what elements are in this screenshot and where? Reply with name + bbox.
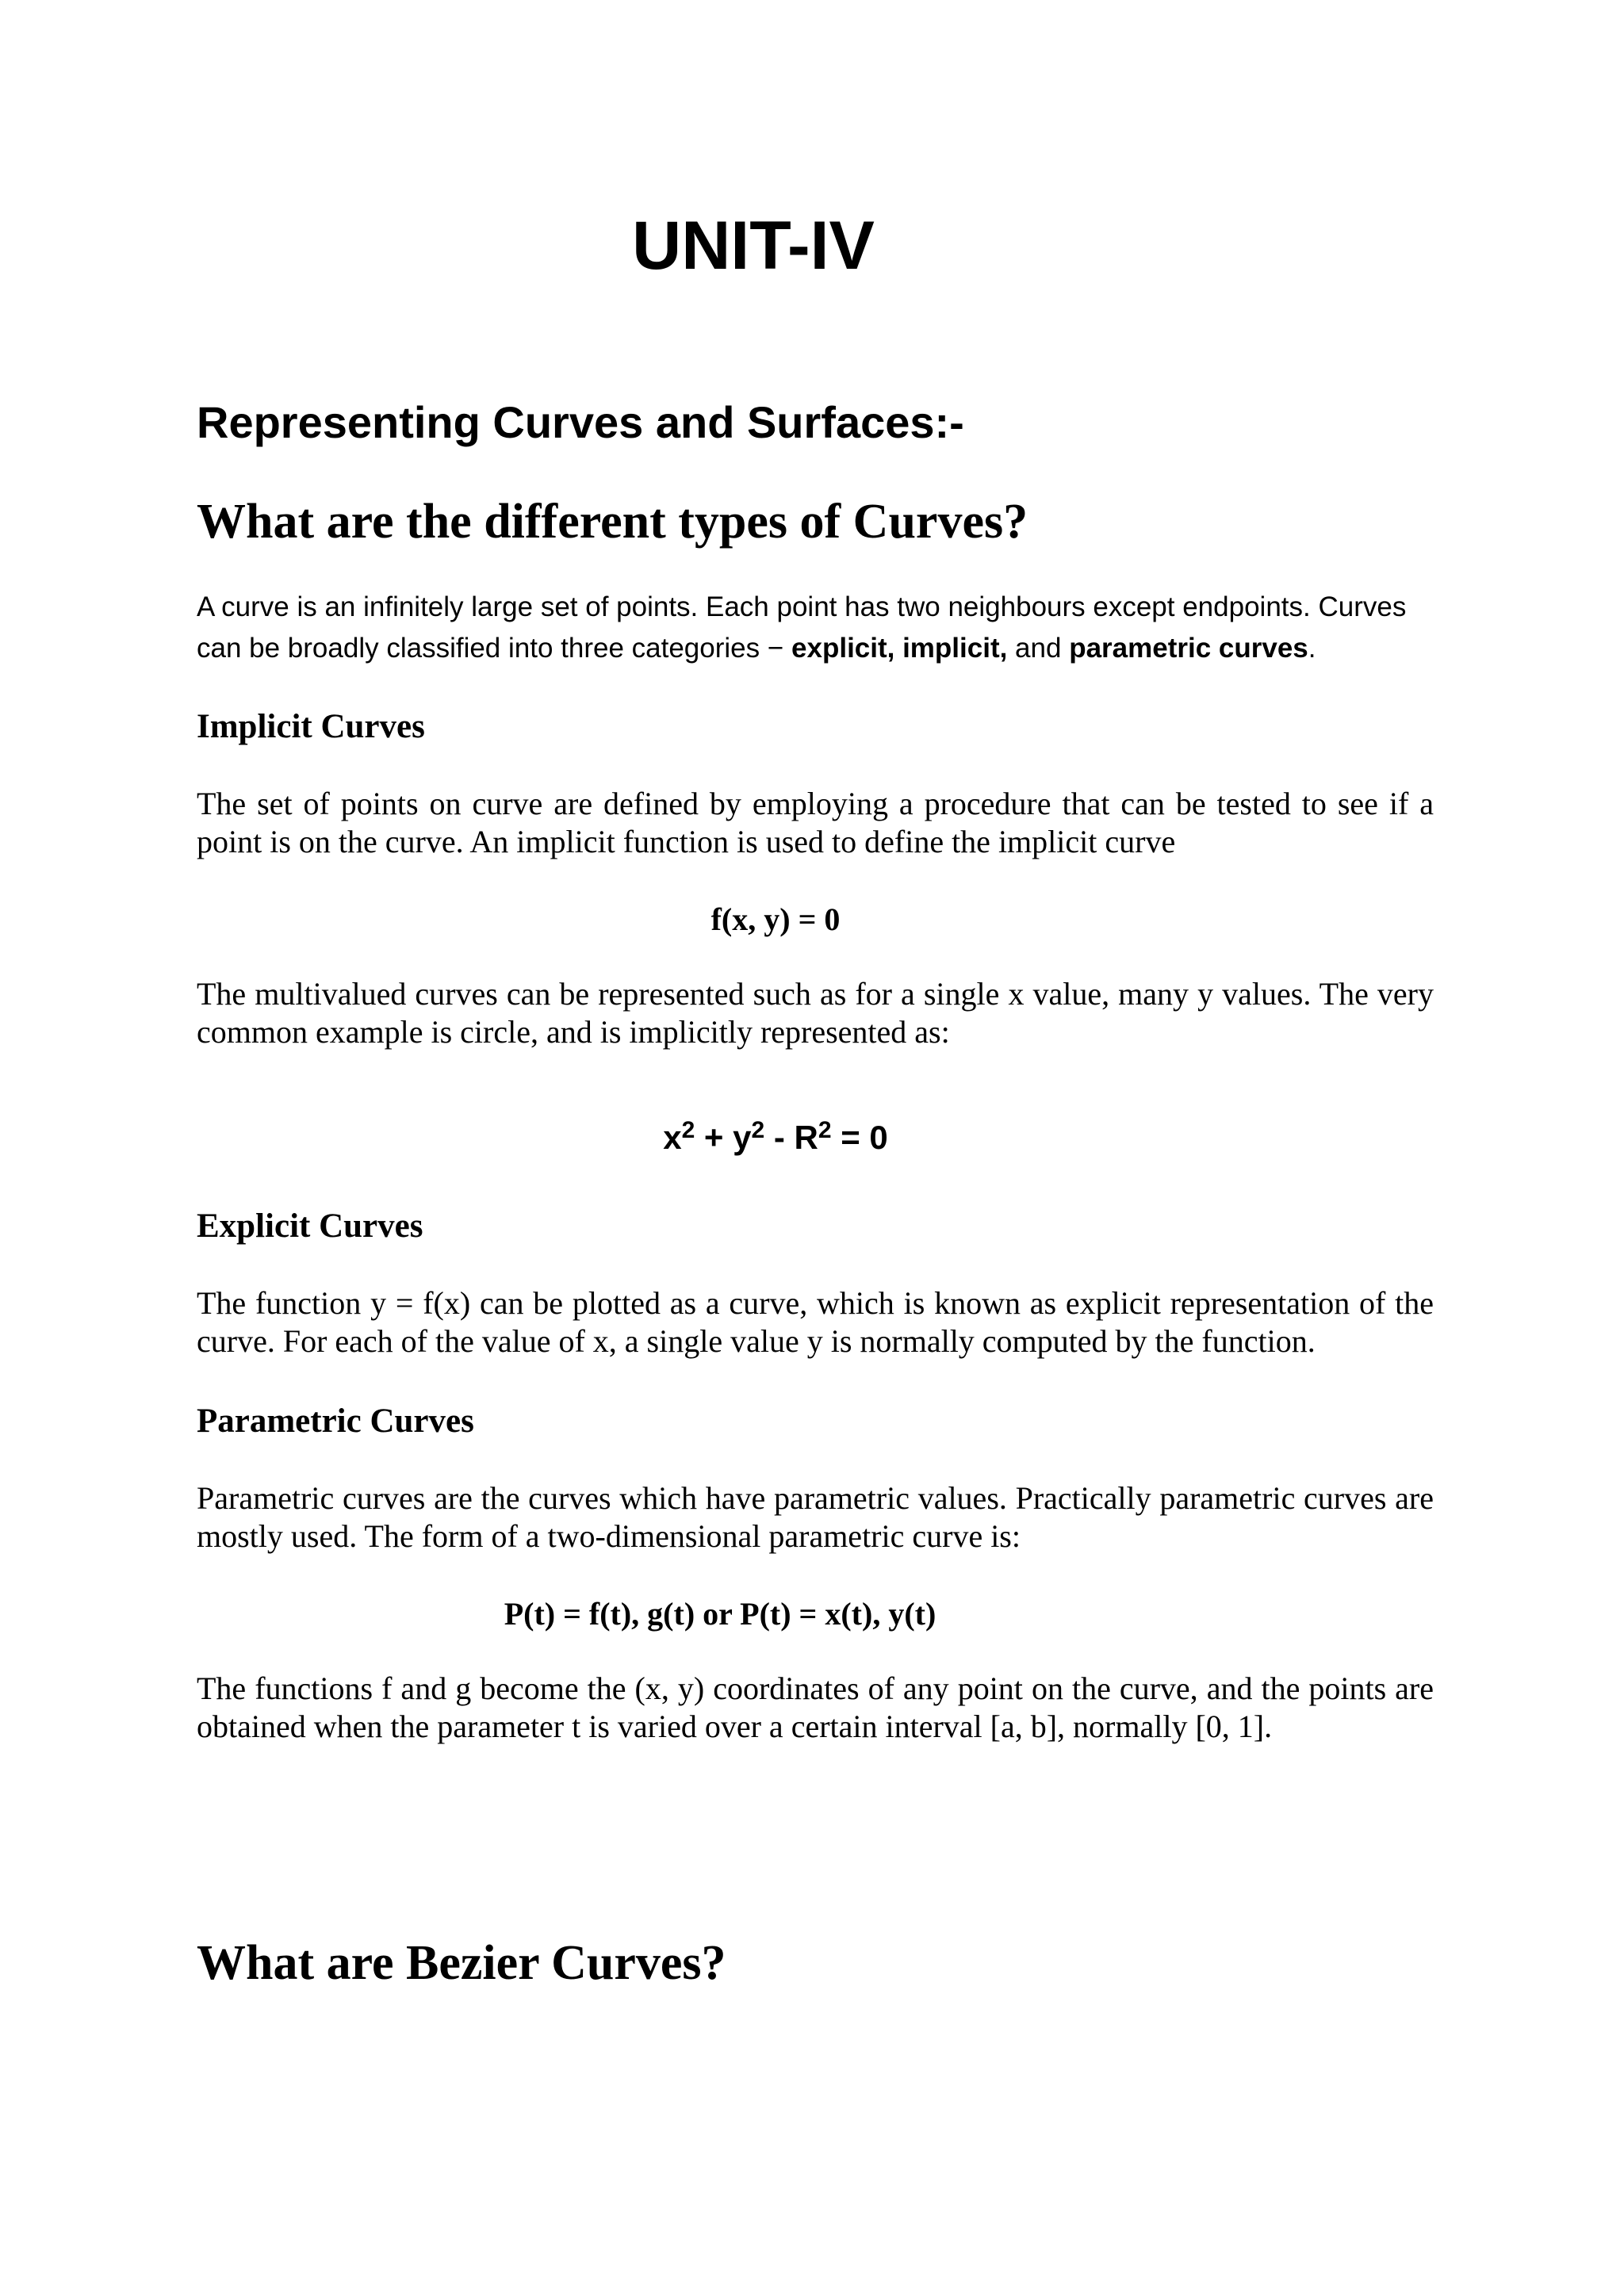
- implicit-paragraph-1: The set of points on curve are defined by employing a procedure that can be tested to see if a point is on the curve. An implicit function is used to define the implicit curve: [197, 786, 1434, 859]
- intro-text: A curve is an infinitely large set of points. Each point has two neighbours except endpoints. Curves can be broadly classified into three categories −: [197, 591, 1407, 664]
- question-heading-bezier: What are Bezier Curves?: [197, 1936, 726, 1990]
- circle-r: R: [794, 1119, 818, 1156]
- intro-period: .: [1308, 633, 1316, 664]
- section-heading: Representing Curves and Surfaces:-: [197, 397, 964, 447]
- circle-y-exponent: 2: [751, 1117, 765, 1143]
- circle-r-exponent: 2: [818, 1117, 832, 1143]
- implicit-formula: f(x, y) = 0: [710, 901, 841, 937]
- explicit-paragraph: The function y = f(x) can be plotted as a curve, which is known as explicit representation of the curve. For each of the value of x, a single value y is normally computed by the function.: [197, 1285, 1434, 1359]
- parametric-paragraph-1: Parametric curves are the curves which have parametric values. Practically parametric curves are mostly used. The form of a two-dimensional parametric curve is:: [197, 1480, 1434, 1554]
- parametric-curves-heading: Parametric Curves: [197, 1402, 474, 1440]
- circle-x-exponent: 2: [681, 1117, 695, 1143]
- circle-plus: +: [695, 1119, 733, 1156]
- parametric-paragraph-2: The functions f and g become the (x, y) coordinates of any point on the curve, and the points are obtained when the parameter t is varied over a certain interval [a, b], normally [0, 1].: [197, 1670, 1434, 1744]
- question-heading-curve-types: What are the different types of Curves?: [197, 495, 1028, 549]
- implicit-paragraph-2: The multivalued curves can be represented such as for a single x value, many y values. The very common example is circle, and is implicitly represented as:: [197, 976, 1434, 1050]
- explicit-curves-heading: Explicit Curves: [197, 1207, 423, 1245]
- circle-minus: -: [764, 1119, 795, 1156]
- intro-and: and: [1007, 633, 1070, 664]
- intro-bold-parametric: parametric curves: [1069, 633, 1308, 664]
- circle-y: y: [733, 1119, 752, 1156]
- circle-x: x: [663, 1119, 682, 1156]
- intro-paragraph: [197, 587, 1434, 669]
- parametric-formula: P(t) = f(t), g(t) or P(t) = x(t), y(t): [504, 1596, 936, 1632]
- intro-bold-explicit-implicit: explicit, implicit,: [791, 633, 1008, 664]
- circle-equals-zero: = 0: [831, 1119, 888, 1156]
- implicit-curves-heading: Implicit Curves: [197, 708, 425, 745]
- circle-equation: [157, 1110, 1394, 1158]
- unit-title: UNIT-IV: [632, 208, 875, 284]
